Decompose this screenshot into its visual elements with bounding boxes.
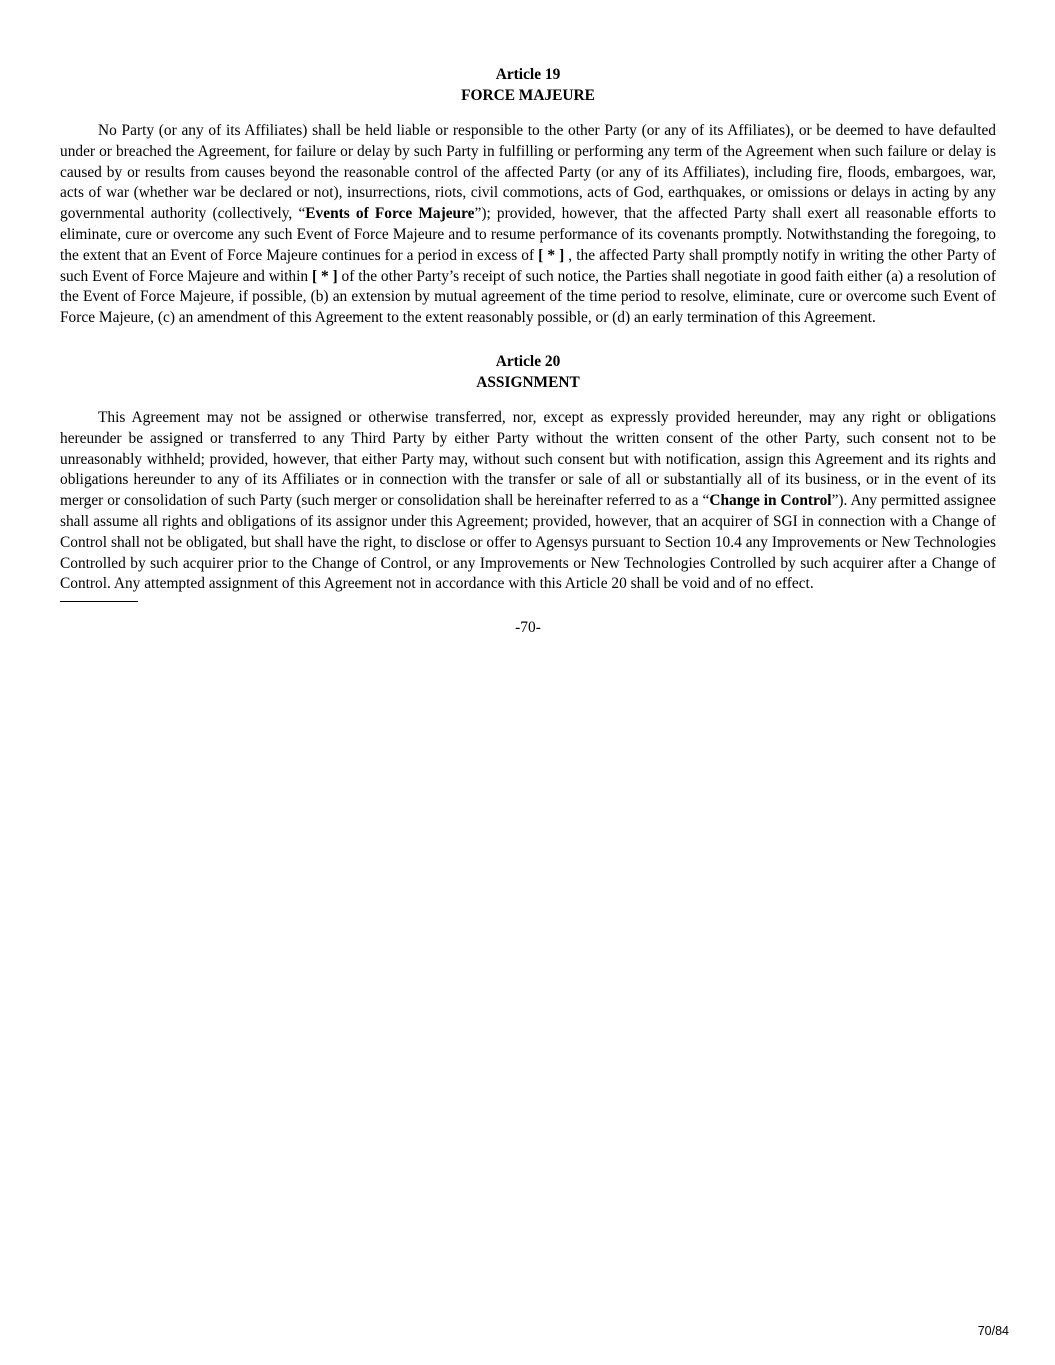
article-20-text-c: ”). Any permitted assignee shall assume all rights and obligations of its assignor under this Agreement; provided, however, that an acquirer of SGI in connection with a Change of Control shall not be obligated, but shall have the right, to disclose or offer to Agensys pursuant to Section 10.4 any Improvements or New Technologies Controlled by such acquirer prior to the Change of Control, or any Improvements or New Technologies Controlled by such acquirer after a Change of Control. Any attempted assignment of this Agreement not in accordance with this Article 20 shall be void and of no effect. <box>60 492 996 593</box>
defined-term-change-in-control: Change in Control <box>709 492 832 510</box>
page-number: -70- <box>515 619 541 637</box>
article-19-text-e: , the affected Party shall promptly notify in writing the other Party of such Event of Force Majeure and within <box>60 246 996 285</box>
article-20-text-a: This Agreement may not be assigned or otherwise transferred, nor, except as expressly provided hereunder, may any right or obligations hereunder be assigned or transferred to any Third Party by either Party without the written consent of the other Party, such consent not to be unreasonably withheld; provided, however, that either Party may, without such consent but with notification, assign this Agreement and its rights and obligations hereunder to any of its Affiliates or in connection with the transfer or sale of all or substantially all of its business, or in the event of its merger or consolidation of such Party (such merger or consolidation shall be hereinafter referred to as a “ <box>60 408 996 510</box>
article-20-heading <box>60 351 996 393</box>
article-19-paragraph <box>60 121 996 329</box>
defined-term-events-of-force-majeure: Events of Force Majeure <box>305 205 475 223</box>
article-19-heading <box>60 64 996 106</box>
article-20-paragraph <box>60 408 996 595</box>
article-19-text-g: of the other Party’s receipt of such notice, the Parties shall negotiate in good faith either (a) a resolution of the Event of Force Majeure, if possible, (b) an extension by mutual agreement of the time period to resolve, eliminate, cure or overcome such Event of Force Majeure, (c) an amendment of this Agreement to the extent reasonably possible, or (d) an early termination of this Agreement. <box>60 267 996 327</box>
footnote-separator-rule <box>60 601 138 602</box>
article-19-title: FORCE MAJEURE <box>461 87 595 104</box>
article-20-title: ASSIGNMENT <box>476 373 580 391</box>
redaction-marker: [ * ] <box>311 267 338 285</box>
article-19-text-a: No Party (or any of its Affiliates) shall be held liable or responsible to the other Party (or any of its Affiliates), or be deemed to have defaulted under or breached the Agreement, for failure or delay by such Party in fulfilling or performing any term of the Agreement when such failure or delay is caused by or results from causes beyond the reasonable control of the affected Party (or any of its Affiliates), including fire, floods, embargoes, war, acts of war (whether war be declared or not), insurrections, riots, civil commotions, acts of God, earthquakes, or omissions or delays in acting by any governmental authority (collectively, “ <box>60 122 996 223</box>
article-19-text-c: ”); provided, however, that the affected Party shall exert all reasonable efforts to eliminate, cure or overcome any such Event of Force Majeure and to resume performance of its covenants promptly. Notwithstanding the foregoing, to the extent that an Event of Force Majeure continues for a period in excess of <box>60 205 996 264</box>
pager-indicator: 70/84 <box>977 1324 1009 1338</box>
redaction-marker: [ * ] <box>538 246 565 264</box>
document-page <box>60 64 996 638</box>
article-19-number: Article 19 <box>495 66 561 83</box>
article-20-number: Article 20 <box>495 352 561 370</box>
